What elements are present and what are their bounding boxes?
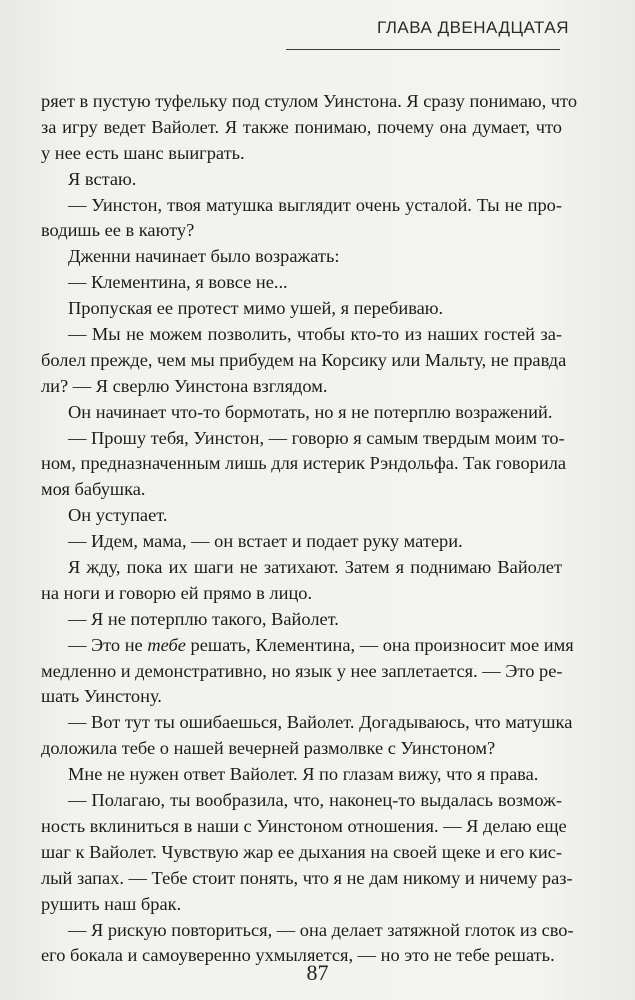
text-line: за игру ведет Вайолет. Я также понимаю, почему она думает, что: [41, 116, 562, 137]
text-line: лый запах. — Тебе стоит понять, что я не дам никому и ничему раз-: [41, 867, 573, 888]
text-segment: — Это не: [68, 634, 148, 655]
text-line: Он уступает.: [68, 505, 168, 526]
text-line: его бокала и самоуверенно ухмыляется, — но это не тебе решать.: [41, 945, 555, 966]
text-line: ряет в пустую туфельку под стулом Уинстона. Я сразу понимаю, что: [41, 91, 578, 111]
text-line: — Прошу тебя, Уинстон, — говорю я самым твердым моим то-: [68, 427, 565, 448]
page-number: 87: [306, 960, 329, 985]
text-line: ном, предназначенным лишь для истерик Рэндольфа. Так говорила: [41, 453, 567, 474]
running-header: ГЛАВА ДВЕНАДЦАТАЯ: [377, 18, 569, 37]
header-rule: [286, 49, 560, 50]
text-line: — Полагаю, ты вообразила, что, наконец-то выдалась возмож-: [68, 790, 562, 811]
text-line: у нее есть шанс выиграть.: [41, 142, 245, 163]
text-segment: решать, Клементина, — она произносит мое имя: [185, 634, 574, 655]
text-line: — Вот тут ты ошибаешься, Вайолет. Догадываюсь, что матушка: [68, 712, 573, 733]
text-line: — Уинстон, твоя матушка выглядит очень усталой. Ты не про-: [68, 194, 562, 215]
text-line: — Я не потерплю такого, Вайолет.: [68, 608, 339, 629]
text-line: моя бабушка.: [41, 479, 146, 500]
text-line: — Мы не можем позволить, чтобы кто-то из наших гостей за-: [68, 324, 562, 345]
text-line: медленно и демонстративно, но язык у нее заплетается. — Это ре-: [41, 660, 563, 681]
text-line: — Идем, мама, — он встает и подает руку матери.: [68, 531, 463, 552]
text-line: доложила тебе о нашей вечерней размолвке с Уинстоном?: [41, 738, 496, 759]
text-line: на ноги и говорю ей прямо в лицо.: [41, 582, 313, 603]
text-line: [41, 633, 574, 659]
text-line: Пропуская ее протест мимо ушей, я перебиваю.: [68, 298, 444, 319]
text-line: ли? — Я сверлю Уинстона взглядом.: [41, 375, 328, 396]
text-line: болел прежде, чем мы прибудем на Корсику или Мальту, не правда: [41, 349, 567, 370]
text-line: шаг к Вайолет. Чувствую жар ее дыхания на своей щеке и его кис-: [41, 841, 562, 862]
text-line: Он начинает что-то бормотать, но я не потерплю возражений.: [68, 401, 553, 422]
text-line: водишь ее в каюту?: [41, 220, 195, 241]
body-text: [41, 89, 578, 969]
text-line: Я встаю.: [68, 168, 137, 189]
text-line: — Я рискую повториться, — она делает затяжной глоток из сво-: [68, 919, 574, 940]
text-line: Я жду, пока их шаги не затихают. Затем я поднимаю Вайолет: [68, 557, 562, 578]
text-line: — Клементина, я вовсе не...: [68, 272, 288, 293]
text-line: Мне не нужен ответ Вайолет. Я по глазам вижу, что я права.: [68, 764, 539, 785]
text-line: рушить наш брак.: [41, 893, 182, 914]
text-line: ность вклиниться в наши с Уинстоном отношения. — Я делаю еще: [41, 815, 567, 836]
emphasis-text: тебе: [147, 634, 186, 655]
text-line: шать Уинстону.: [41, 686, 162, 707]
text-line: Дженни начинает было возражать:: [68, 246, 340, 267]
